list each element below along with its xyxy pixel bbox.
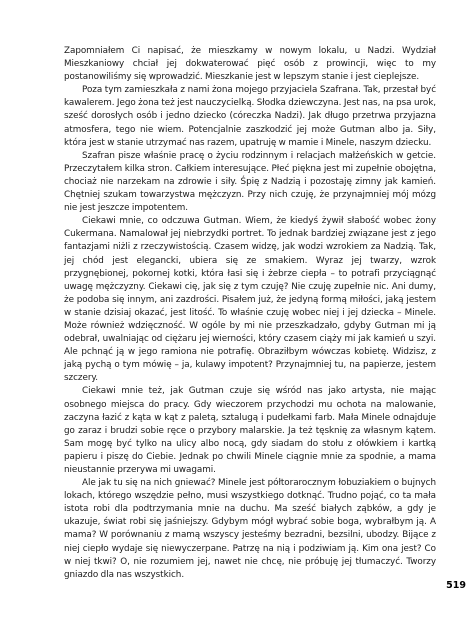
page-number: 519 <box>446 580 466 591</box>
paragraph: Zapomniałem Ci napisać, że mieszkamy w nowym lokalu, u Nadzi. Wydział Mieszkaniowy chciał jej dokwaterować pięć osób z prowincji, więc to my postanowiliśmy się wprowadzić. Mieszkanie jest w lepszym stanie i jest cieplejsze. <box>64 46 436 83</box>
body-text <box>64 45 436 582</box>
paragraph: Szafran pisze właśnie pracę o życiu rodzinnym i relacjach małżeńskich w getcie. Przeczytałem kilka stron. Całkiem interesujące. Płeć piękna jest mi zupełnie obojętna, chociaż nie narzekam na zdrowie i siły. Śpię z Nadzią i pozostaję zimny jak kamień. Chętniej szukam towarzystwa mężczyzn. Przy nich czuję, że przynajmniej mój mózg nie jest jeszcze impotentem. <box>64 150 436 214</box>
paragraph: Ciekawi mnie też, jak Gutman czuje się wśród nas jako artysta, nie mając osobnego miejsca do pracy. Gdy wieczorem przychodzi mu ochota na malowanie, zaczyna łazić z kąta w kąt z paletą, sztalugą i pudełkami farb. Mała Minele odnajduje go zaraz i brudzi sobie ręce o przybory malarskie. Ja też tęsknię za własnym kątem. Sam mogę być tylko na ulicy albo nocą, gdy siadam do stołu z ołówkiem i kartką papieru i piszę do Ciebie. Jednak po chwili Minele ciągnie mnie za spodnie, a mama nieustannie przerywa mi uwagami. <box>64 386 436 475</box>
paragraph: Ale jak tu się na nich gniewać? Minele jest półtorarocznym łobuziakiem o bujnych lokach, którego wszędzie pełno, musi wszystkiego dotknąć. Trudno pojąć, co ta mała istota robi dla podtrzymania mnie na duchu. Ma sześć białych ząbków, a gdy je ukazuje, świat robi się jaśniejszy. Gdybym mógł wybrać sobie boga, wybrałbym ją. A mama? W porównaniu z mamą wszyscy jesteśmy bezradni, bezsilni, ubodzy. Bijące z niej ciepło wydaje się niewyczerpane. Patrzę na nią i podziwiam ją. Kim ona jest? Co w niej tkwi? O, nie rozumiem jej, nawet nie chcę, nie próbuję jej tłumaczyć. Tworzy gniazdo dla nas wszystkich. <box>64 478 436 580</box>
paragraph: Ciekawi mnie, co odczuwa Gutman. Wiem, że kiedyś żywił słabość wobec żony Cukermana. Namalował jej niebrzydki portret. To jednak bardziej związane jest z jego fantazjami niżli z rzeczywistością. Czasem widzę, jak wodzi wzrokiem za Nadzią. Tak, jej chód jest elegancki, ubiera się ze smakiem. Wyraz jej twarzy, wzrok przygnębionej, pokornej kotki, która łasi się i żebrze ciepła – to potrafi przyciągnąć uwagę mężczyzny. Ciekawi cię, jak się z tym czuję? Nie czuję zupełnie nic. Ani dumy, że podoba się innym, ani zazdrości. Pisałem już, że jedyną formą miłości, jaką jestem w stanie dzisiaj okazać, jest litość. To właśnie czuję wobec niej i jej dziecka – Minele. Może również wdzięczność. W ogóle by mi nie przeszkadzało, gdyby Gutman mi ją odebrał, uwalniając od ciężaru jej wierności, który czasem ciąży mi jak kamień u szyi. Ale pchnąć ją w jego ramiona nie potrafię. Obraziłbym wówczas kobietę. Widzisz, z jaką pychą o tym mówię – ja, kulawy impotent? Przynajmniej tu, na papierze, jestem szczery. <box>64 216 436 384</box>
paragraph: Poza tym zamieszkała z nami żona mojego przyjaciela Szafrana. Tak, przestał być kawalerem. Jego żona też jest nauczycielką. Słodka dziewczyna. Jest nas, na psa urok, sześć dorosłych osób i jedno dziecko (córeczka Nadzi). Jak długo przetrwa przyjazna atmosfera, tego nie wiem. Potencjalnie zaszkodzić jej może Gutman albo ja. Siły, która jest w stanie utrzymać nas razem, upatruję w mamie i Minele, naszym dziecku. <box>64 85 436 148</box>
